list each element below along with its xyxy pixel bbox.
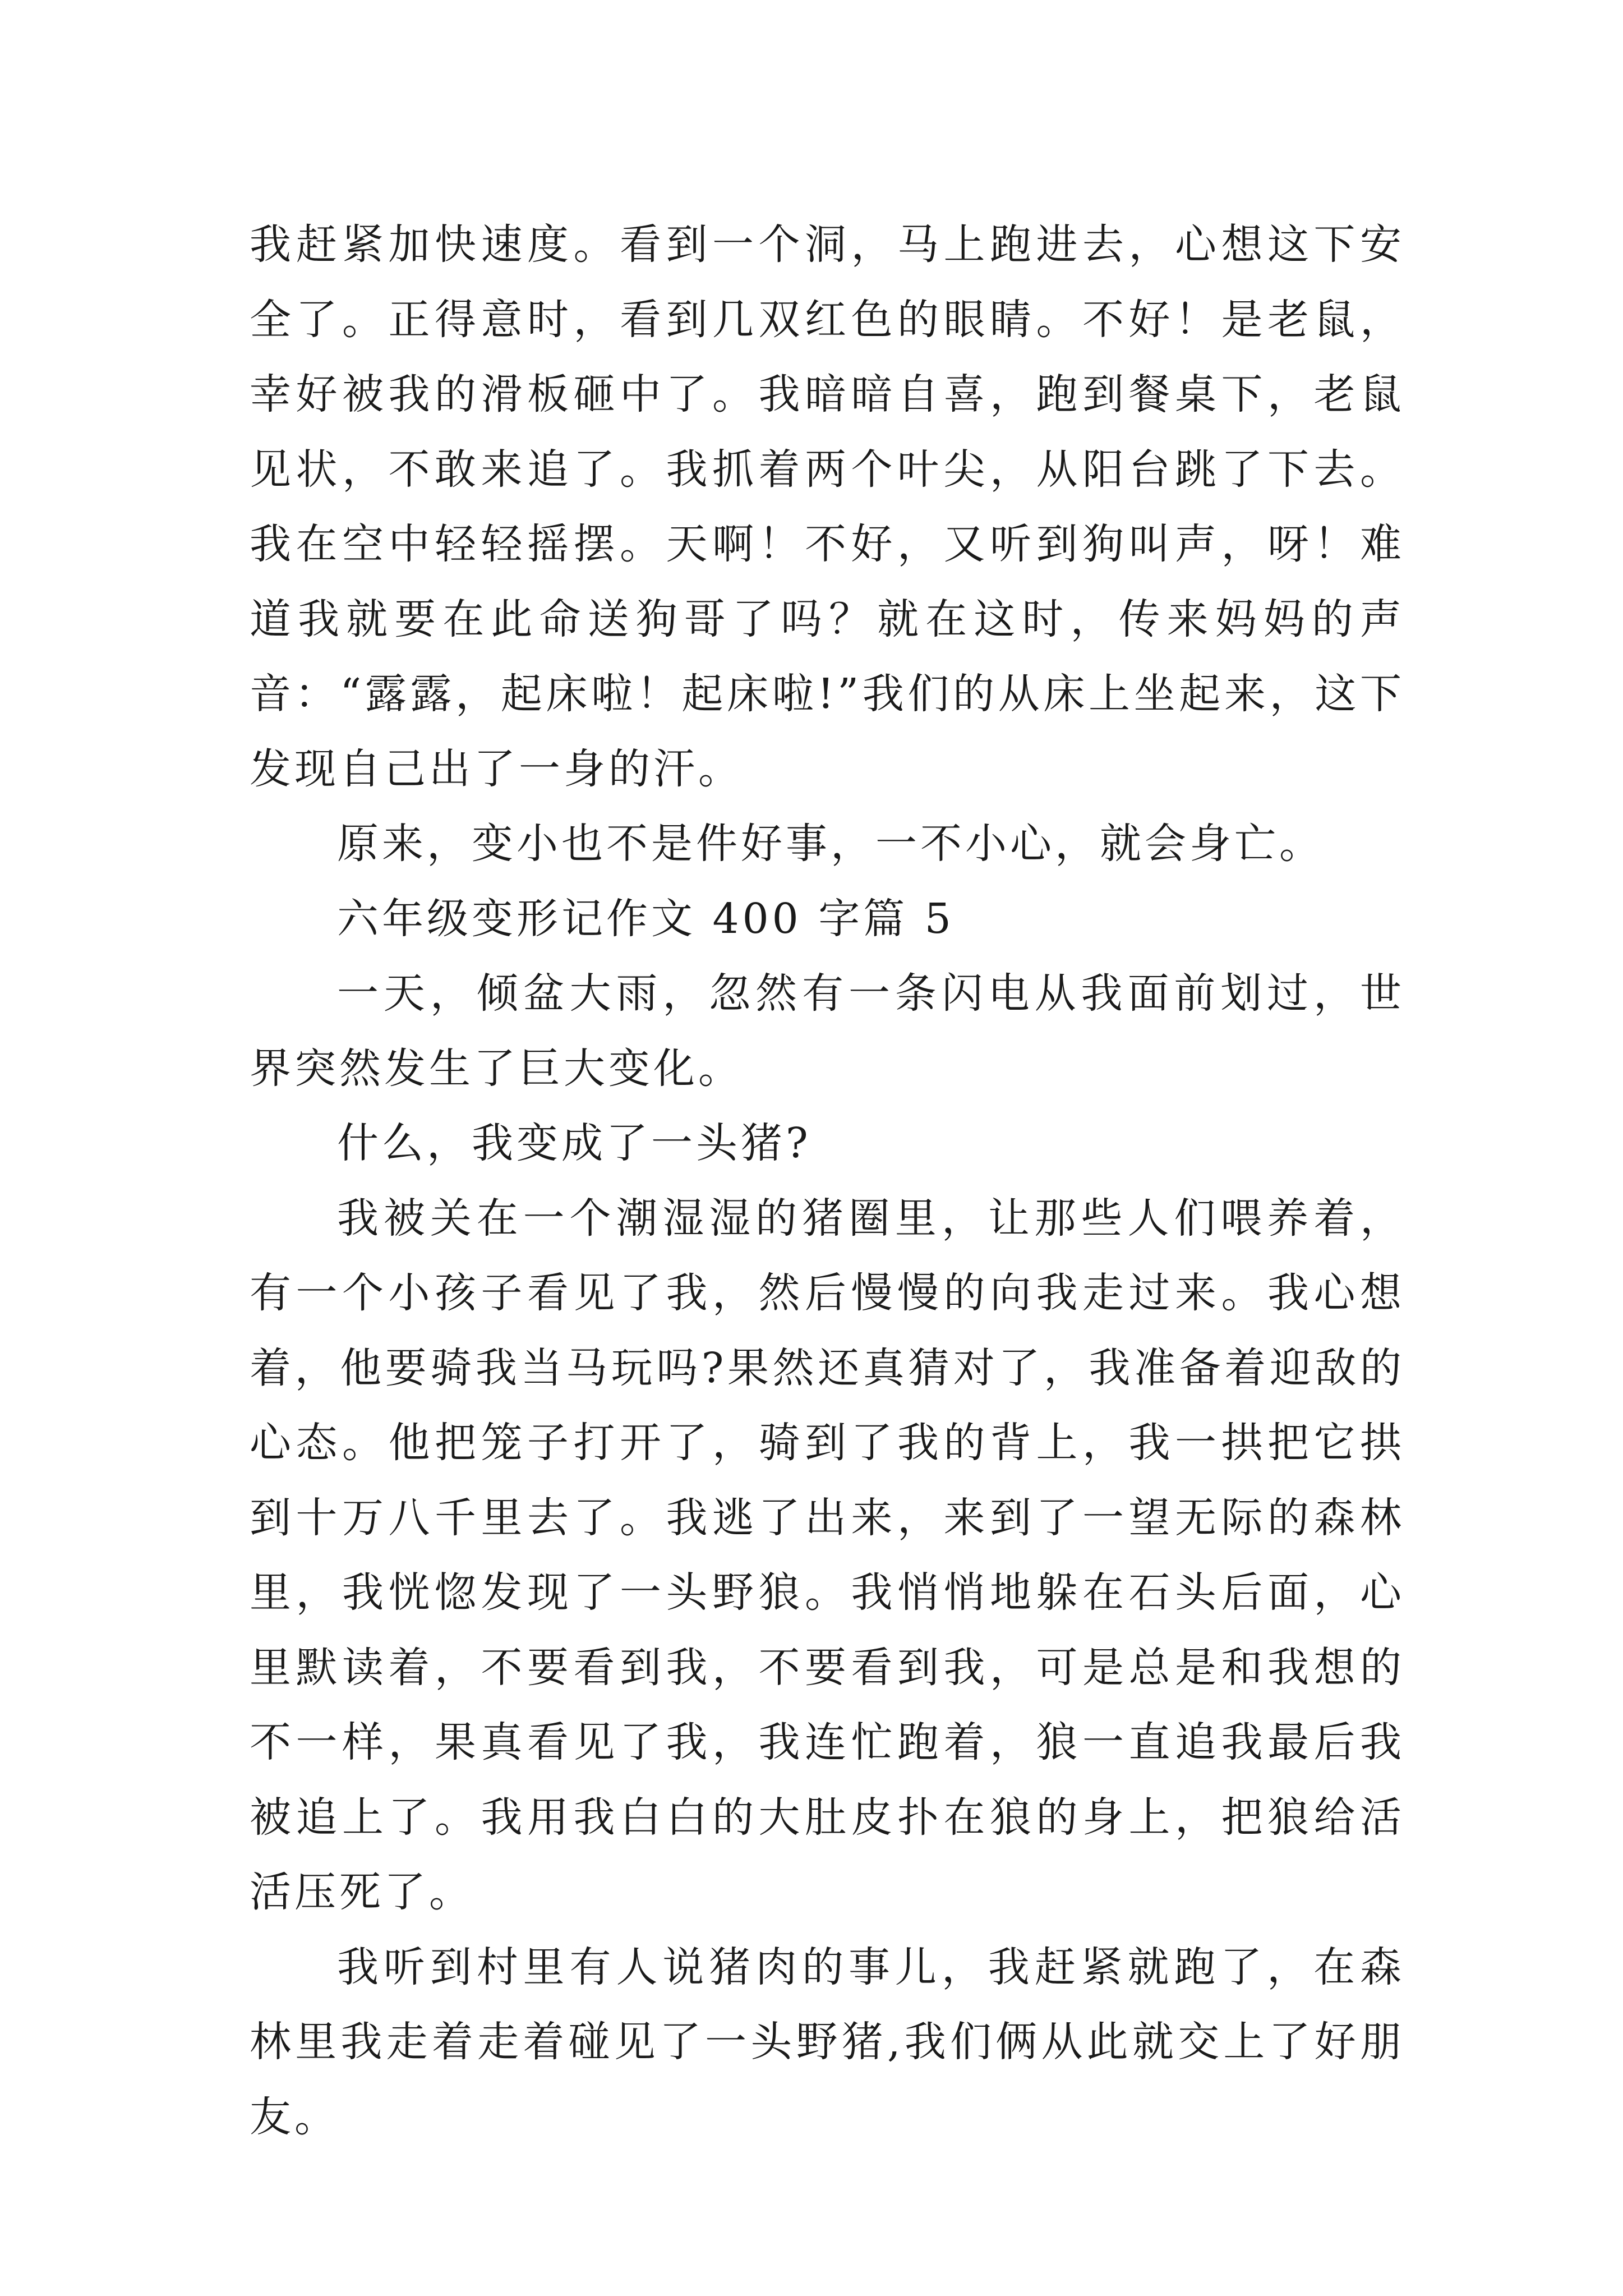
- document-body: [250, 208, 1405, 2155]
- paragraph: 我被关在一个潮湿湿的猪圈里，让那些人们喂养着，有一个小孩子看见了我，然后慢慢的向我走过来。我心想着，他要骑我当马玩吗?果然还真猜对了，我准备着迎敌的心态。他把笼子打开了，骑到了我的背上，我一拱把它拱到十万八千里去了。我逃了出来，来到了一望无际的森林里，我恍惚发现了一头野狼。我悄悄地躲在石头后面，心里默读着，不要看到我，不要看到我，可是总是和我想的不一样，果真看见了我，我连忙跑着，狼一直追我最后我被追上了。我用我白白的大肚皮扑在狼的身上，把狼给活活压死了。: [250, 1194, 1405, 1916]
- paragraph-conclusion: 原来，变小也不是件好事，一不小心，就会身亡。: [337, 820, 1324, 868]
- paragraph-continuation: 我赶紧加快速度。看到一个洞，马上跑进去，心想这下安全了。正得意时，看到几双红色的眼睛。不好！是老鼠，幸好被我的滑板砸中了。我暗暗自喜，跑到餐桌下，老鼠见状，不敢来追了。我抓着两个叶尖，从阳台跳了下去。我在空中轻轻摇摆。天啊！不好，又听到狗叫声，呀！难道我就要在此命送狗哥了吗？就在这时，传来妈妈的声音：“露露，起床啦！起床啦!”我们的从床上坐起来，这下发现自己出了一身的汗。: [250, 220, 1405, 793]
- paragraph: 一天，倾盆大雨，忽然有一条闪电从我面前划过，世界突然发生了巨大变化。: [250, 969, 1405, 1093]
- paragraph: 我听到村里有人说猪肉的事儿，我赶紧就跑了，在森林里我走着走着碰见了一头野猪,我们俩从此就交上了好朋友。: [250, 1943, 1405, 2141]
- paragraph: 什么，我变成了一头猪?: [337, 1119, 811, 1167]
- section-heading: 六年级变形记作文 400 字篇 5: [337, 894, 955, 943]
